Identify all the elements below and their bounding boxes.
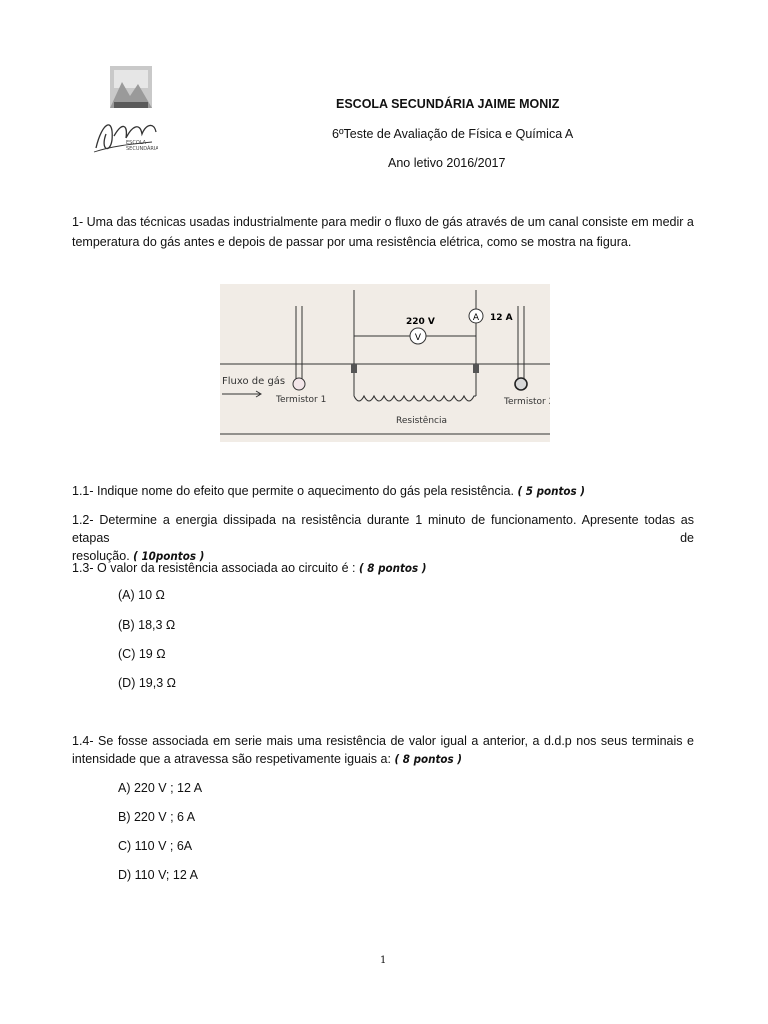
q1-2-line2: resolução. — [72, 549, 134, 563]
q1-3 — [72, 559, 427, 577]
q1-4-line2-wrap — [72, 750, 694, 768]
q1-2 — [72, 511, 694, 565]
q1-2-line1: 1.2- Determine a energia dissipada na resistência durante 1 minuto de funcionamento. Apresente todas as etapas de — [72, 513, 694, 545]
svg-text:ESCOLA: ESCOLA — [126, 140, 147, 146]
school-year: Ano letivo 2016/2017 — [388, 156, 506, 170]
test-title: 6ºTeste de Avaliação de Física e Química A — [332, 127, 574, 141]
q1-3-points: ( 8 pontos ) — [358, 561, 427, 575]
thermistor2-label: Termistor 2 — [504, 397, 550, 407]
q1-3-text: 1.3- O valor da resistência associada ao circuito é : — [72, 561, 359, 575]
voltmeter-label: V — [414, 333, 422, 343]
current-label: 12 A — [490, 313, 513, 323]
page-number: 1 — [380, 955, 387, 966]
q1-4-line1: 1.4- Se fosse associada em serie mais uma resistência de valor igual a anterior, a d.d.p nos seus terminais e — [72, 734, 694, 748]
voltage-label: 220 V — [406, 317, 435, 327]
resistance-label: Resistência — [396, 416, 447, 426]
thermistor1-label: Termistor 1 — [276, 395, 327, 405]
q1-3-option-b: (B) 18,3 Ω — [118, 618, 176, 632]
gas-flow-label: Fluxo de gás — [222, 376, 286, 387]
q1-3-option-c: (C) 19 Ω — [118, 647, 166, 661]
q1-4-line2: intensidade que a atravessa são respetivamente iguais a: — [72, 752, 395, 766]
q1-3-option-d: (D) 19,3 Ω — [118, 676, 176, 690]
svg-text:SECUNDÁRIA: SECUNDÁRIA — [126, 146, 158, 152]
ammeter-label: A — [472, 313, 480, 323]
school-logo — [92, 62, 158, 158]
q1-1 — [72, 482, 585, 500]
q1-4-option-c: C) 110 V ; 6A — [118, 839, 193, 853]
q1-4 — [72, 732, 694, 768]
q1-4-points: ( 8 pontos ) — [394, 752, 462, 766]
q1-4-option-d: D) 110 V; 12 A — [118, 868, 198, 882]
q1-4-option-b: B) 220 V ; 6 A — [118, 810, 196, 824]
q1-intro-line1: 1- Uma das técnicas usadas industrialmente para medir o fluxo de gás através de um canal consiste em medir a — [72, 215, 694, 229]
q1-4-option-a: A) 220 V ; 12 A — [118, 781, 203, 795]
q1-3-option-a: (A) 10 Ω — [118, 588, 165, 602]
school-name: ESCOLA SECUNDÁRIA JAIME MONIZ — [336, 97, 560, 111]
q1-1-text: 1.1- Indique nome do efeito que permite o aquecimento do gás pela resistência. — [72, 484, 518, 498]
q1-2-points: ( 10pontos ) — [133, 549, 205, 563]
q1-intro-line2: temperatura do gás antes e depois de passar por uma resistência elétrica, como se mostra na figura. — [72, 235, 632, 249]
q1-1-points: ( 5 pontos ) — [517, 484, 585, 498]
circuit-figure — [220, 284, 550, 442]
